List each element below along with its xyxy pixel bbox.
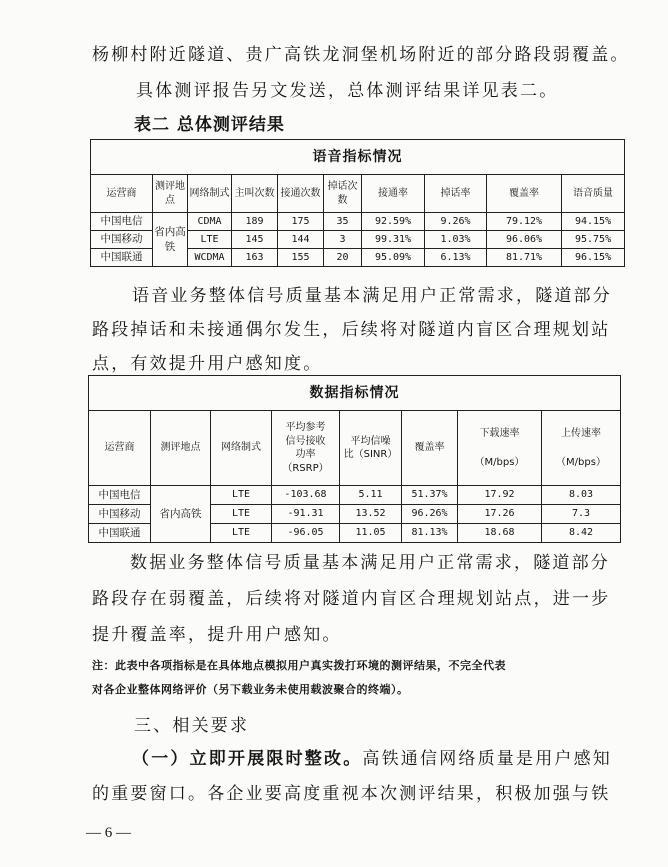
cell-quality: 96.15% bbox=[562, 249, 625, 267]
paragraph-line: 的重要窗口。各企业要高度重视本次测评结果，积极加强与铁 bbox=[92, 784, 611, 804]
cell-connect-rate: 92.59% bbox=[362, 213, 425, 231]
cell-network: LTE bbox=[188, 231, 232, 249]
header-quality: 语音质量 bbox=[562, 175, 625, 213]
cell-coverage: 96.06% bbox=[487, 231, 562, 249]
cell-connect-rate: 95.09% bbox=[362, 249, 425, 267]
header-operator: 运营商 bbox=[91, 175, 153, 213]
cell-dropped: 20 bbox=[324, 249, 362, 267]
header-sinr-line: 比（SINR） bbox=[343, 449, 398, 460]
paragraph-line: 具体测评报告另文发送，总体测评结果详见表二。 bbox=[136, 81, 559, 101]
cell-download: 17.26 bbox=[458, 505, 542, 524]
header-rsrp-line: 功率 bbox=[295, 449, 316, 460]
header-location: 测评地点 bbox=[151, 411, 211, 486]
header-rsrp-line: 平均参考 bbox=[285, 422, 326, 433]
header-operator: 运营商 bbox=[89, 411, 151, 486]
paragraph-line: 数据业务整体信号质量基本满足用户正常需求，隧道部分 bbox=[130, 553, 610, 573]
header-connected: 接通次数 bbox=[278, 175, 324, 213]
cell-calls: 163 bbox=[232, 249, 278, 267]
cell-quality: 95.75% bbox=[562, 231, 625, 249]
cell-rsrp: -91.31 bbox=[272, 505, 340, 524]
header-connect-rate: 接通率 bbox=[362, 175, 425, 213]
cell-sinr: 13.52 bbox=[340, 505, 402, 524]
header-rsrp-line: 信号接收 bbox=[285, 435, 326, 447]
cell-connected: 155 bbox=[278, 249, 324, 267]
subheading: （一）立即开展限时整改。 bbox=[132, 749, 363, 769]
paragraph-line: 提升覆盖率，提升用户感知。 bbox=[92, 625, 342, 645]
header-calls: 主叫次数 bbox=[232, 175, 278, 213]
cell-connected: 144 bbox=[278, 231, 324, 249]
header-download bbox=[458, 411, 542, 486]
voice-indicator-table bbox=[90, 139, 625, 267]
cell-upload: 7.3 bbox=[542, 505, 621, 524]
header-sinr-line: 平均信噪 bbox=[350, 435, 391, 447]
voice-table-caption: 语音指标情况 bbox=[91, 140, 625, 175]
section-heading: 三、相关要求 bbox=[134, 716, 250, 736]
cell-coverage: 51.37% bbox=[402, 486, 458, 505]
cell-network: LTE bbox=[211, 505, 272, 524]
cell-location: 省内高铁 bbox=[153, 213, 188, 267]
table-row bbox=[91, 213, 625, 231]
cell-operator: 中国联通 bbox=[89, 524, 151, 543]
cell-operator: 中国电信 bbox=[91, 213, 153, 231]
cell-sinr: 5.11 bbox=[340, 486, 402, 505]
cell-operator: 中国移动 bbox=[91, 231, 153, 249]
cell-dropped: 3 bbox=[324, 231, 362, 249]
cell-coverage: 81.71% bbox=[487, 249, 562, 267]
header-coverage: 覆盖率 bbox=[402, 411, 458, 486]
header-rsrp bbox=[272, 411, 340, 486]
header-download-line: 下载速率 bbox=[479, 427, 520, 439]
table-note: 注：此表中各项指标是在具体地点模拟用户真实拨打环境的测评结果，不完全代表 bbox=[92, 659, 506, 672]
header-download-line: （M/bps） bbox=[474, 457, 525, 468]
cell-network: CDMA bbox=[188, 213, 232, 231]
cell-coverage: 96.26% bbox=[402, 505, 458, 524]
header-coverage: 覆盖率 bbox=[487, 175, 562, 213]
cell-drop-rate: 9.26% bbox=[425, 213, 487, 231]
header-network: 网络制式 bbox=[211, 411, 272, 486]
paragraph-line: 语音业务整体信号质量基本满足用户正常需求，隧道部分 bbox=[132, 286, 612, 306]
cell-operator: 中国电信 bbox=[89, 486, 151, 505]
table-title: 表二 总体测评结果 bbox=[134, 115, 285, 135]
paragraph-text: 高铁通信网络质量是用户感知 bbox=[362, 749, 613, 769]
data-indicator-table bbox=[88, 375, 621, 543]
header-network: 网络制式 bbox=[188, 175, 232, 213]
paragraph-line: 杨柳村附近隧道、贵广高铁龙洞堡机场附近的部分路段弱覆盖。 bbox=[92, 45, 630, 65]
header-upload-line: 上传速率 bbox=[561, 427, 601, 439]
cell-upload: 8.03 bbox=[542, 486, 621, 505]
cell-operator: 中国移动 bbox=[89, 505, 151, 524]
cell-coverage: 81.13% bbox=[402, 524, 458, 543]
paragraph-line: 点，有效提升用户感知度。 bbox=[92, 354, 323, 374]
cell-location: 省内高铁 bbox=[151, 486, 211, 543]
cell-calls: 189 bbox=[232, 213, 278, 231]
cell-network: WCDMA bbox=[188, 249, 232, 267]
cell-connect-rate: 99.31% bbox=[362, 231, 425, 249]
cell-quality: 94.15% bbox=[562, 213, 625, 231]
paragraph-line bbox=[132, 744, 612, 769]
paragraph-line: 路段掉话和未接通偶尔发生，后续将对隧道内盲区合理规划站 bbox=[92, 320, 611, 340]
header-drop-rate: 掉话率 bbox=[425, 175, 487, 213]
header-location: 测评地点 bbox=[153, 175, 188, 213]
cell-network: LTE bbox=[211, 524, 272, 543]
table-note: 对各企业整体网络评价（另下载业务未使用载波聚合的终端）。 bbox=[92, 683, 409, 696]
paragraph-line: 路段存在弱覆盖，后续将对隧道内盲区合理规划站点，进一步 bbox=[92, 589, 611, 609]
header-rsrp-line: （RSRP） bbox=[282, 462, 329, 474]
cell-drop-rate: 6.13% bbox=[425, 249, 487, 267]
page-number: — 6 — bbox=[86, 825, 131, 841]
data-table-caption: 数据指标情况 bbox=[89, 376, 621, 411]
cell-network: LTE bbox=[211, 486, 272, 505]
cell-calls: 145 bbox=[232, 231, 278, 249]
cell-rsrp: -103.68 bbox=[272, 486, 340, 505]
cell-download: 17.92 bbox=[458, 486, 542, 505]
header-sinr bbox=[340, 411, 402, 486]
cell-dropped: 35 bbox=[324, 213, 362, 231]
cell-connected: 175 bbox=[278, 213, 324, 231]
header-upload-line: （M/bps） bbox=[556, 457, 606, 468]
cell-operator: 中国联通 bbox=[91, 249, 153, 267]
cell-rsrp: -96.05 bbox=[272, 524, 340, 543]
cell-upload: 8.42 bbox=[542, 524, 621, 543]
cell-drop-rate: 1.03% bbox=[425, 231, 487, 249]
header-upload bbox=[542, 411, 621, 486]
cell-download: 18.68 bbox=[458, 524, 542, 543]
table-row bbox=[89, 486, 621, 505]
header-dropped: 掉话次数 bbox=[324, 175, 362, 213]
cell-sinr: 11.05 bbox=[340, 524, 402, 543]
cell-coverage: 79.12% bbox=[487, 213, 562, 231]
